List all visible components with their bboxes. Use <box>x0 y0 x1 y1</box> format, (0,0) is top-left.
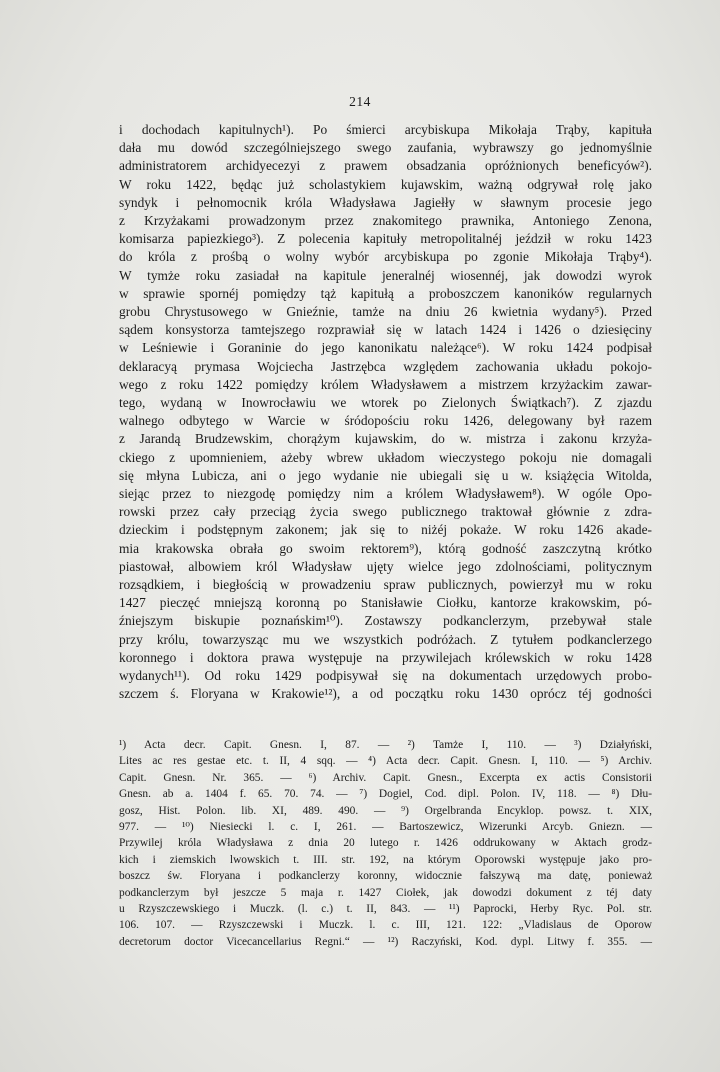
text-line: szczem ś. Floryana w Krakowie¹²), a od początku roku 1430 oprócz téj godności <box>119 686 652 702</box>
text-line: tego, wydaną w Inowrocławiu we wtorek po Zielonych Świątkach⁷). Z zjazdu <box>119 395 652 411</box>
text-line: wego z roku 1422 pomiędzy królem Władysławem a mistrzem krzyżackim zawar- <box>119 376 652 392</box>
text-line: z Krzyżakami prowadzonym przez znakomitego prawnika, Antoniego Zenona, <box>119 213 652 229</box>
text-line: walnego odbytego w Warcie w śródopościu roku 1426, delegowany był razem <box>119 413 652 429</box>
text-line: z Jarandą Brudzewskim, chorążym kujawskim, do w. mistrza i zakonu krzyża- <box>119 431 652 447</box>
text-line: grobu Chrystusowego w Gnieźnie, tamże na dniu 26 kwietnia wydany⁵). Przed <box>119 304 652 320</box>
footnote-line: kich i ziemskich lwowskich t. III. str. 192, na którym Oporowski występuje jako pro- <box>119 853 652 866</box>
text-line: źniejszym biskupie poznańskim¹⁰). Zostawszy podkanclerzym, przebywał stale <box>119 613 652 629</box>
text-line: deklaracyą prymasa Wojciecha Jastrzębca względem zachowania układu pokojo- <box>119 358 652 374</box>
text-line: rowski przez cały przeciąg życia swego publicznego traktował głównie z zdra- <box>119 504 652 520</box>
footnote-line: decretorum doctor Vicecancellarius Regni.“ — ¹²) Raczyński, Kod. dypl. Litwy f. 355. — <box>119 935 652 948</box>
text-line: do króla z prośbą o wolny wybór arcybiskupa po zgonie Mikołaja Trąby⁴). <box>119 249 652 265</box>
text-line: się młyna Lubicza, ani o jego wydanie nie ubiegali się u w. książęcia Witolda, <box>119 467 652 483</box>
footnote-line: 977. — ¹⁰) Niesiecki l. c. I, 261. — Bartoszewicz, Wizerunki Arcyb. Gniezn. — <box>119 821 652 834</box>
text-line: dała mu dowód szczególniejszego swego zaufania, wybrawszy go jednomyślnie <box>119 140 652 156</box>
text-line: mia krakowska obrała go swoim rektorem⁹), którą godność zaszczytną krótko <box>119 540 652 556</box>
text-line: W tymże roku zasiadał na kapitule jeneralnéj wiosennéj, jak dowodzi wyrok <box>119 267 652 283</box>
footnote-line: Lites ac res gestae etc. t. II, 4 sqq. — ⁴) Acta decr. Capit. Gnesn. I, 110. — ⁵) Archiv. <box>119 755 652 768</box>
footnote-line: gosz, Hist. Polon. lib. XI, 489. 490. — ⁹) Orgelbranda Encyklop. powsz. t. XIX, <box>119 804 652 817</box>
text-line: komisarza papiezkiego³). Z polecenia kapituły metropolitalnéj jeździł w roku 1423 <box>119 231 652 247</box>
text-line: sądem konsystorza tamtejszego rozprawiał się w latach 1424 i 1426 o dziesięciny <box>119 322 652 338</box>
text-line: piastował, albowiem król Władysław ujęty wielce jego zdolnościami, politycznym <box>119 558 652 574</box>
text-line: w sprawie spornéj pomiędzy tąż kapitułą a proboszczem kanoników regularnych <box>119 285 652 301</box>
text-line: administratorem archidyecezyi z prawem obsadzania opróżnionych beneficyów²). <box>119 158 652 174</box>
text-line: dzieckim i podstępnym zakonem; jak się to niżéj pokaże. W roku 1426 akade- <box>119 522 652 538</box>
text-line: koronnego i doktora prawa występuje na przywilejach królewskich w roku 1428 <box>119 649 652 665</box>
footnote-line: Capit. Gnesn. Nr. 365. — ⁶) Archiv. Capit. Gnesn., Excerpta ex actis Consistorii <box>119 771 652 784</box>
text-line: wydanych¹¹). Od roku 1429 podpisywał się na dokumentach urzędowych probo- <box>119 668 652 684</box>
text-line: i dochodach kapitulnych¹). Po śmierci arcybiskupa Mikołaja Trąby, kapituła <box>119 122 652 137</box>
footnote-line: boszcz św. Floryana i podkanclerzy koronny, widocznie fałszywą ma datę, ponieważ <box>119 870 652 883</box>
text-line: przy królu, towarzysząc mu we wszystkich podróżach. Z tytułem podkanclerzego <box>119 631 652 647</box>
text-line: rozsądkiem, i biegłością w prowadzeniu spraw publicznych, powierzył mu w roku <box>119 577 652 593</box>
footnote-line: 106. 107. — Rzyszczewski i Muczk. l. c. III, 121. 122: „Vladislaus de Oporow <box>119 919 652 932</box>
footnote-line: Gnesn. ab a. 1404 f. 65. 70. 74. — ⁷) Dogiel, Cod. dipl. Polon. IV, 118. — ⁸) Dłu- <box>119 788 652 801</box>
page-number: 214 <box>349 94 371 109</box>
text-line: ckiego z upomnieniem, ażeby wbrew układom wieczystego pokoju nie domagali <box>119 449 652 465</box>
text-line: w Leśniewie i Goraninie do jego kanonikatu należące⁶). W roku 1424 podpisał <box>119 340 652 356</box>
text-line: siejąc przez to niezgodę pomiędzy nim a królem Władysławem⁸). W ogóle Opo- <box>119 486 652 502</box>
text-line: W roku 1422, będąc już scholastykiem kujawskim, ważną odgrywał rolę jako <box>119 176 652 192</box>
footnote-line: Przywilej króla Władysława z dnia 20 lutego r. 1426 oddrukowany w Aktach grodz- <box>119 837 652 850</box>
footnotes <box>119 737 652 950</box>
text-line: 1427 pieczęć mniejszą koronną po Stanisławie Ciołku, kantorze krakowskim, pó- <box>119 595 652 611</box>
text-line: syndyk i pełnomocnik króla Władysława Jagiełły w sławnym procesie jego <box>119 194 652 210</box>
main-text <box>119 121 652 704</box>
footnote-line: u Rzyszczewskiego i Muczk. (l. c.) t. II, 843. — ¹¹) Paprocki, Herby Ryc. Pol. str. <box>119 903 652 916</box>
footnote-line: podkanclerzym był jeszcze 5 maja r. 1427 Ciołek, jak dowodzi dokument z téj daty <box>119 886 652 899</box>
footnote-line: ¹) Acta decr. Capit. Gnesn. I, 87. — ²) Tamże I, 110. — ³) Działyński, <box>119 739 652 751</box>
